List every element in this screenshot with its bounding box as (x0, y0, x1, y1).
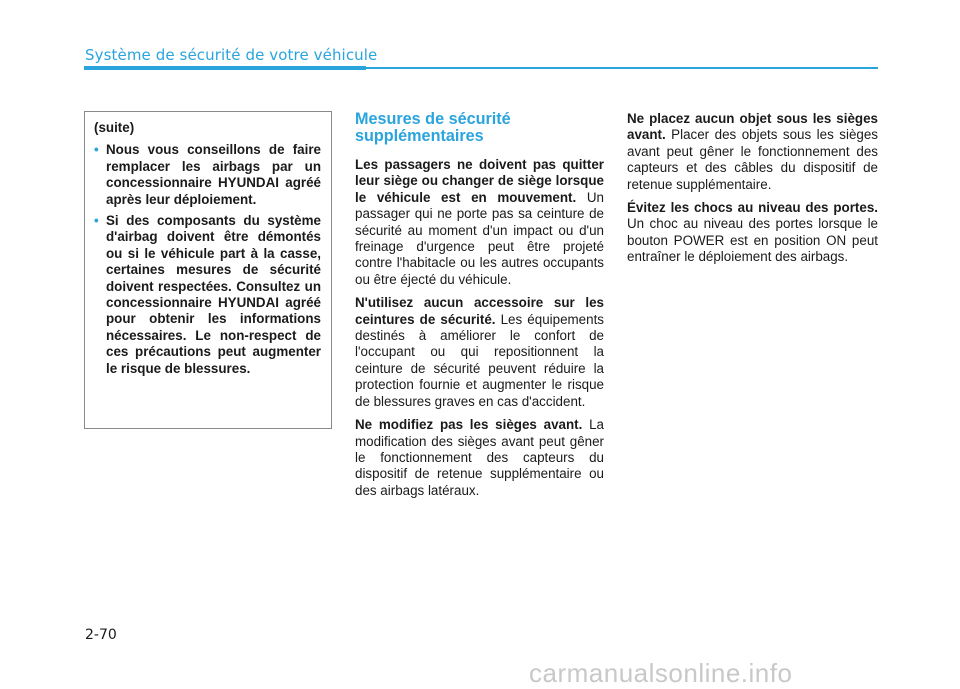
paragraph-body: Placer des objets sous les sièges avant peut gêner le fonctionnement des capteurs et des câbles du dispositif de retenue supplémentaire. (627, 127, 878, 192)
paragraph (355, 295, 604, 410)
right-column (627, 111, 878, 273)
paragraph-body: Un passager qui ne porte pas sa ceinture de sécurité au moment d'un impact ou d'un freinage d'urgence peut être projeté contre l'habitacle ou les autres occupants ou être éjecté du véhicule. (355, 189, 604, 287)
paragraph (355, 157, 604, 288)
paragraph-body: La modification des sièges avant peut gêner le fonctionnement des capteurs du dispositif de retenue supplémentaire ou des airbags latéraux. (355, 417, 604, 498)
header-rule-thin (366, 67, 878, 69)
bullet-dot-icon: • (94, 142, 99, 158)
paragraph-lead: Évitez les chocs au niveau des portes. (627, 200, 878, 216)
paragraph (355, 417, 604, 499)
warning-bullet-text: Nous vous conseillons de faire remplacer les airbags par un concessionnaire HYUNDAI agréé après leur déploiement. (106, 142, 321, 207)
paragraph (627, 111, 878, 193)
paragraph (627, 200, 878, 266)
paragraph-lead: Ne modifiez pas les sièges avant. (355, 417, 583, 433)
paragraph-lead: N'utilisez aucun accessoire sur les ceintures de sécurité. (355, 295, 604, 327)
warning-bullet-item (94, 213, 321, 377)
header-rule-thick (84, 66, 366, 70)
watermark: carmanualsonline.info (529, 658, 793, 688)
section-title: Mesures de sécurité supplémentaires (355, 110, 511, 145)
warning-box (84, 111, 332, 429)
paragraph-lead: Ne placez aucun objet sous les sièges avant. (627, 111, 878, 143)
middle-column (355, 111, 604, 506)
page-number: 2-70 (85, 627, 117, 643)
warning-bullet-text: Si des composants du système d'airbag doivent être démontés ou si le véhicule part à la casse, certaines mesures de sécurité doivent respectées. Consultez un concessionnaire HYUNDAI agréé pour obtenir les informations nécessaires. Le non-respect de ces précautions peut augmenter le risque de blessures. (106, 213, 321, 376)
warning-bullet-item (94, 142, 321, 208)
continued-label: (suite) (94, 120, 135, 135)
section-header-title: Système de sécurité de votre véhicule (85, 46, 378, 64)
paragraph-lead: Les passagers ne doivent pas quitter leur siège ou changer de siège lorsque le véhicule est en mouvement. (355, 157, 604, 205)
paragraph-body: Un choc au niveau des portes lorsque le bouton POWER est en position ON peut entraîner le déploiement des airbags. (627, 216, 878, 265)
bullet-dot-icon: • (94, 213, 99, 229)
paragraph-body: Les équipements destinés à améliorer le confort de l'occupant ou qui repositionnent la ceinture de sécurité peuvent réduire la protection fournie et augmenter le risque de blessures graves en cas d'accident. (355, 311, 604, 409)
warning-bullet-list (94, 142, 321, 377)
